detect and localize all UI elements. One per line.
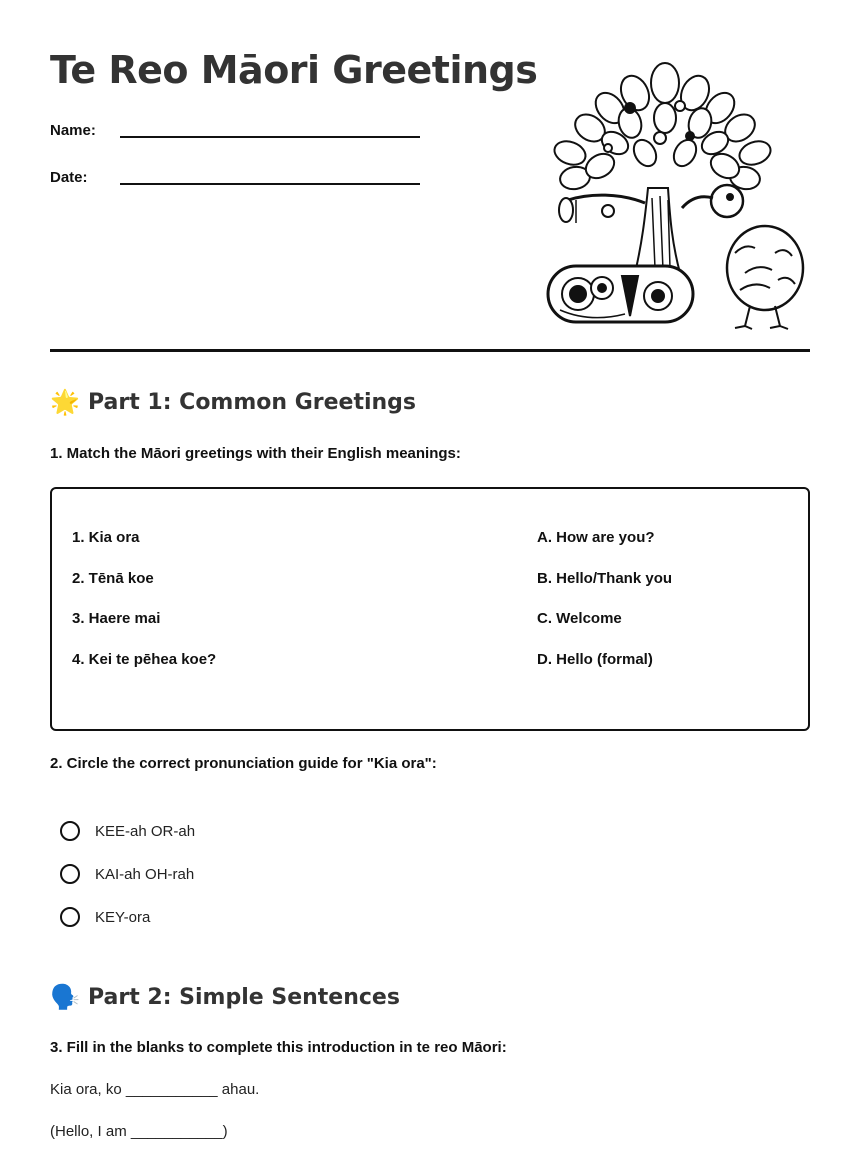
question-1: 1. Match the Māori greetings with their English meanings: (50, 445, 461, 462)
part2-heading-text: Part 2: Simple Sentences (88, 984, 400, 1010)
radio-circle-icon[interactable] (60, 864, 80, 884)
date-line[interactable] (120, 183, 420, 185)
greeting-item[interactable]: 3. Haere mai (72, 610, 161, 627)
meaning-item[interactable]: B. Hello/Thank you (537, 570, 673, 587)
question-2: 2. Circle the correct pronunciation guide for "Kia ora": (50, 755, 437, 772)
speaking-head-icon: 🗣️ (50, 983, 80, 1011)
part1-heading-text: Part 1: Common Greetings (88, 389, 417, 415)
fill-in-sentence[interactable]: Kia ora, ko ___________ ahau. (50, 1081, 260, 1098)
greeting-item[interactable]: 2. Tēnā koe (72, 570, 154, 587)
meaning-item[interactable]: C. Welcome (537, 610, 622, 627)
meaning-item[interactable]: A. How are you? (537, 529, 655, 546)
date-label: Date: (50, 169, 88, 186)
radio-circle-icon[interactable] (60, 821, 80, 841)
meaning-item[interactable]: D. Hello (formal) (537, 651, 653, 668)
question-3: 3. Fill in the blanks to complete this introduction in te reo Māori: (50, 1039, 507, 1056)
greeting-item[interactable]: 1. Kia ora (72, 529, 140, 546)
name-line[interactable] (120, 136, 420, 138)
name-label: Name: (50, 122, 96, 139)
glowing-star-icon: 🌟 (50, 388, 80, 416)
option-label: KAI-ah OH-rah (95, 865, 195, 883)
header-divider (50, 349, 810, 352)
part2-heading (50, 983, 400, 1011)
pronunciation-option[interactable] (60, 821, 195, 841)
option-label: KEY-ora (95, 908, 151, 926)
pronunciation-option[interactable] (60, 907, 150, 927)
option-label: KEE-ah OR-ah (95, 822, 196, 840)
radio-circle-icon[interactable] (60, 907, 80, 927)
page-title: Te Reo Māori Greetings (50, 48, 538, 92)
fill-in-translation: (Hello, I am ___________) (50, 1123, 228, 1140)
name-field[interactable] (50, 122, 96, 139)
date-field[interactable] (50, 169, 88, 186)
greeting-item[interactable]: 4. Kei te pēhea koe? (72, 651, 217, 668)
matching-box (50, 487, 810, 731)
tree-and-kiwi-illustration (530, 48, 810, 330)
tree-canopy (551, 63, 774, 191)
pronunciation-option[interactable] (60, 864, 194, 884)
part1-heading (50, 388, 416, 416)
